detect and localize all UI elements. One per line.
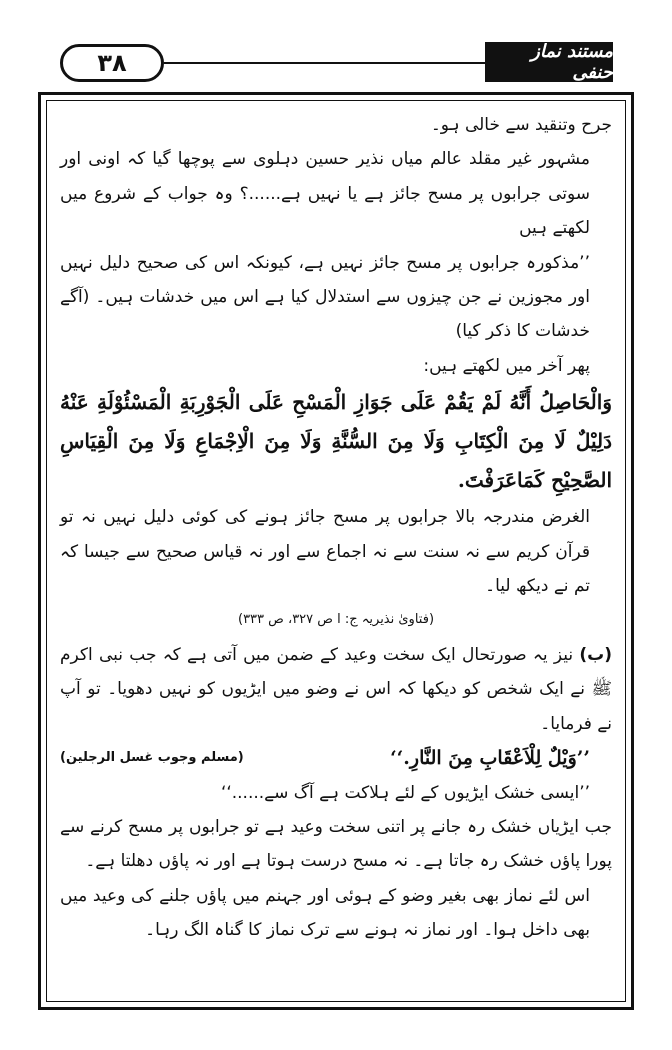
paragraph-8: جب ایڑیاں خشک رہ جانے پر اتنی سخت وعید ہے تو جرابوں پر مسح کرنے سے پورا پاؤں خشک رہ جاتا ہے۔ نہ مسح درست ہوتا ہے اور نہ پاؤں دھلتا ہے۔ <box>60 816 612 872</box>
hadith-row <box>60 741 612 775</box>
citation-fatawa: (فتاویٰ نذیریہ ج: ا ص ۳۲۷، ص ۳۳۳) <box>237 612 435 628</box>
hadith-text: ’’وَيْلٌ لِلْاَعْقَابِ مِنَ النَّارِ.‘‘ <box>390 747 590 770</box>
hadith-translation: ’’ایسی خشک ایڑیوں کے لئے ہلاکت ہے آگ سے......‘‘ <box>220 782 590 803</box>
page-body <box>60 108 612 948</box>
page-number: ۳۸ <box>60 44 164 82</box>
section-label-b: (ب) <box>579 644 613 665</box>
paragraph-2: مشہور غیر مقلد عالم میاں نذیر حسین دہلوی سے پوچھا گیا کہ اونی اور سوتی جرابوں پر مسح جائز ہے یا نہیں ہے......؟ وہ جواب کے شروع میں لکھتے ہیں <box>60 149 590 239</box>
arabic-quote: وَالْحَاصِلُ أَنَّهُ لَمْ يَقُمْ عَلَى جَوَازِ الْمَسْحِ عَلَى الْجَوْرِبَةِ الْمَسْئُوْلَةِ عَنْهُ دَلِيْلٌ لَا مِنَ الْكِتَابِ وَلَا مِنَ السُّنَّةِ وَلَا مِنَ الْاِجْمَاعِ وَلَا مِنَ الْقِيَاسِ الصَّحِيْحِ كَمَاعَرَفْتَ. <box>60 390 612 493</box>
paragraph-6-text: نیز یہ صورتحال ایک سخت وعید کے ضمن میں آتی ہے کہ جب نبی اکرم ﷺ نے ایک شخص کو دیکھا کہ اس نے وضو میں ایڑیوں کو نہیں دھویا۔ تو آپ نے فرمایا۔ <box>60 644 612 734</box>
paragraph-1: جرح وتنقید سے خالی ہو۔ <box>430 115 612 135</box>
paragraph-6 <box>60 638 612 741</box>
book-title: مستند نماز حنفی <box>485 42 613 82</box>
paragraph-4: پھر آخر میں لکھتے ہیں: <box>423 355 590 376</box>
paragraph-3-quote: ’’مذکورہ جرابوں پر مسح جائز نہیں ہے، کیونکہ اس کی صحیح دلیل نہیں اور مجوزین نے جن چیزوں سے استدلال کیا ہے اس میں خدشات ہیں۔ (آگے خدشات کا ذکر کیا) <box>60 252 590 342</box>
paragraph-5: الغرض مندرجہ بالا جرابوں پر مسح جائز ہونے کی کوئی دلیل نہیں نہ تو قرآن کریم سے نہ سنت سے نہ اجماع سے اور نہ قیاس صحیح سے جیسا کہ تم نے دیکھ لیا۔ <box>60 507 590 597</box>
page-header <box>0 0 672 92</box>
hadith-citation: (مسلم وجوب غسل الرجلين) <box>60 750 244 766</box>
paragraph-9: اس لئے نماز بھی بغیر وضو کے ہوئی اور جہنم میں پاؤں جلنے کی وعید میں بھی داخل ہوا۔ اور نماز نہ ہونے سے ترک نماز کا گناہ الگ رہا۔ <box>60 885 590 941</box>
